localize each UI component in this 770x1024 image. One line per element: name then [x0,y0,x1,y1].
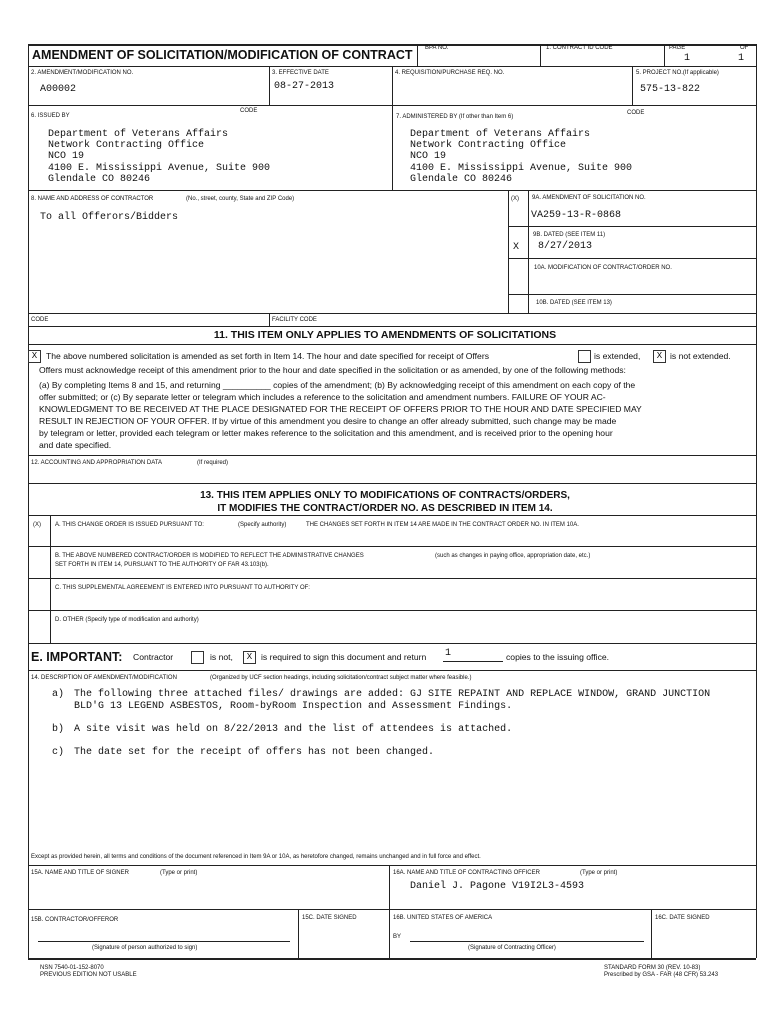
item-11-para-line: offer submitted; or (c) By separate letter or telegram which includes a reference to the solicitation and amendment numbers. FAILURE OF YOUR AC- [39,392,606,402]
project-no-value: 575-13-822 [640,84,701,95]
row-divider [28,865,756,866]
contractor-name-label: 8. NAME AND ADDRESS OF CONTRACTOR [31,196,154,202]
item-14a-line1: The following three attached files/ drawings are added: GJ SITE REPAINT AND REPLACE WINDOW, GRAND JUNCTION [74,689,711,700]
item-9b-label: 9B. DATED (SEE ITEM 11) [533,232,606,238]
issued-code-label: CODE [240,108,258,114]
item-9a-value: VA259-13-R-0868 [531,210,622,221]
item-10a-label: 10A. MODIFICATION OF CONTRACT/ORDER NO. [534,265,672,271]
is-not-label: is not, [210,652,233,662]
row-divider [28,515,756,516]
row-divider [28,313,756,314]
requisition-label: 4. REQUISITION/PURCHASE REQ. NO. [395,70,505,76]
item-12-hint: (If required) [197,460,229,466]
contract-id-label: 1. CONTRACT ID CODE [546,45,613,51]
standard-form-id: STANDARD FORM 30 (REV. 10-83) [604,965,701,971]
row-divider [508,226,756,227]
row-divider [28,546,756,547]
of-label: OF [740,45,749,51]
previous-edition-note: PREVIOUS EDITION NOT USABLE [40,972,137,978]
item-15c-label: 15C. DATE SIGNED [302,915,357,921]
important-contractor: Contractor [133,652,174,662]
is-extended-label: is extended, [594,351,641,361]
prescribed-by: Prescribed by GSA - FAR (48 CFR) 53.243 [604,972,719,978]
row-divider [28,190,756,191]
item-11-para-line: KNOWLEDGMENT TO BE RECEIVED AT THE PLACE DESIGNATED FOR THE RECEIPT OF OFFERS PRIOR TO THE HOUR AND DATE SPECIFIED MAY [39,404,642,414]
row-divider [508,258,756,259]
effective-date-label: 3. EFFECTIVE DATE [272,70,329,76]
col-divider [508,190,509,313]
address-line: Network Contracting Office [410,140,567,152]
item-12-label: 12. ACCOUNTING AND APPROPRIATION DATA [31,460,163,466]
amendment-no-value: A00002 [40,84,77,95]
col-divider [392,105,393,190]
item-13-x-label: (X) [33,522,41,528]
row-divider [28,344,756,345]
is-required-label: is required to sign this document and return [261,652,427,662]
row-divider [28,483,756,484]
address-line: 4100 E. Mississippi Avenue, Suite 900 [410,162,633,174]
page-count: 1 [738,53,745,64]
copies-underline [443,661,503,662]
col-divider [417,44,418,66]
item-9a-label: 9A. AMENDMENT OF SOLICITATION NO. [532,195,646,201]
amendment-no-label: 2. AMENDMENT/MODIFICATION NO. [31,70,134,76]
contractor-signature-caption: (Signature of person authorized to sign) [92,945,198,951]
address-line: Glendale CO 80246 [48,173,151,185]
row-divider [28,670,756,671]
col-divider [632,66,633,105]
effective-date-value: 08-27-2013 [274,81,335,92]
issued-by-address [48,129,270,185]
important-label: E. IMPORTANT: [31,650,123,664]
form-title: AMENDMENT OF SOLICITATION/MODIFICATION OF CONTRACT [32,48,413,62]
col-divider [528,190,529,313]
except-statement: Except as provided herein, all terms and conditions of the document referenced in Item 9A or 10A, as heretofore changed, remains unchanged and in full force and effect. [31,854,481,860]
item-11-para-line: by telegram or letter, provided each telegram or letter makes reference to the solicitation and this amendment, and is received prior to the opening hour [39,428,613,438]
item-10b-label: 10B. DATED (SEE ITEM 13) [536,300,612,306]
address-line: Network Contracting Office [48,140,205,152]
address-line: NCO 19 [48,151,85,163]
item-14c-line: The date set for the receipt of offers has not been changed. [74,747,435,758]
form-bottom-border [28,958,756,960]
item-14a-line2: BLD'G 13 LEGEND ASBESTOS, Room-byRoom Inspection and Assessment Findings. [74,701,513,712]
item-11-methods [39,379,642,451]
row-divider [28,643,756,644]
item-13c-label: C. THIS SUPPLEMENTAL AGREEMENT IS ENTERED INTO PURSUANT TO AUTHORITY OF: [55,585,310,591]
item-13-heading-2: IT MODIFIES THE CONTRACT/ORDER NO. AS DESCRIBED IN ITEM 14. [217,503,553,514]
contractor-name-hint: (No., street, county, State and ZIP Code) [186,196,295,202]
x-column-label: (X) [511,196,519,202]
not-extended-checkbox[interactable]: X [653,350,666,363]
item-16a-label: 16A. NAME AND TITLE OF CONTRACTING OFFICER [393,870,540,876]
item-11-para-line: (a) By completing Items 8 and 15, and returning __________ copies of the amendment; (b) By acknowledging receipt of this amendment on each copy of the [39,380,636,390]
item-15a-hint: (Type or print) [160,870,198,876]
contractor-code-label: CODE [31,317,49,323]
item-16b-label: 16B. UNITED STATES OF AMERICA [393,915,493,921]
col-divider [298,909,299,958]
facility-code-label: FACILITY CODE [272,317,317,323]
row-divider [508,294,756,295]
issued-by-label: 6. ISSUED BY [31,113,70,119]
item-11-para-line: and date specified. [39,440,112,450]
officer-signature-line[interactable] [410,941,644,942]
item-14c-marker: c) [52,747,65,758]
form-top-border [28,44,756,46]
item-11-heading: 11. THIS ITEM ONLY APPLIES TO AMENDMENTS OF SOLICITATIONS [213,329,557,341]
item-14b-marker: b) [52,724,65,735]
item-15a-label: 15A. NAME AND TITLE OF SIGNER [31,870,129,876]
item-14-hint: (Organized by UCF section headings, including solicitation/contract subject matter where feasible.) [210,675,472,681]
nsn-number: NSN 7540-01-152-8070 [40,965,104,971]
col-divider [269,313,270,326]
copies-rest: copies to the issuing office. [506,652,610,662]
contractor-name-value: To all Offerors/Bidders [40,212,179,223]
item-9b-mark: X [513,242,520,253]
row-divider [28,326,756,327]
address-line: NCO 19 [410,151,447,163]
item-13-heading-1: 13. THIS ITEM APPLIES ONLY TO MODIFICATIONS OF CONTRACTS/ORDERS, [200,490,570,501]
item-11-line2: Offers must acknowledge receipt of this amendment prior to the hour and date specified in the solicitation or as amended, by one of the following methods: [39,365,626,375]
item-13a-label: A. THIS CHANGE ORDER IS ISSUED PURSUANT TO: [55,522,204,528]
solicitation-amended-checkbox[interactable]: X [28,350,41,363]
administered-code-label: CODE [627,110,645,116]
is-required-checkbox[interactable]: X [243,651,256,664]
address-line: 4100 E. Mississippi Avenue, Suite 900 [48,162,271,174]
col-divider [651,909,652,958]
copies-value: 1 [445,648,452,659]
item-13b-hint: (such as changes in paying office, appropriation date, etc.) [435,553,591,559]
is-extended-checkbox[interactable] [578,350,591,363]
item-14-label: 14. DESCRIPTION OF AMENDMENT/MODIFICATION [31,675,177,681]
col-divider [664,44,665,66]
col-divider [540,44,541,66]
item-13d-label: D. OTHER (Specify type of modification and authority) [55,617,199,623]
row-divider [28,578,756,579]
address-line: Department of Veterans Affairs [410,129,591,140]
item-16a-hint: (Type or print) [580,870,618,876]
row-divider [28,610,756,611]
address-line: Department of Veterans Affairs [48,129,229,140]
item-15b-label: 15B. CONTRACTOR/OFFEROR [31,917,119,923]
item-13b-line2: SET FORTH IN ITEM 14, PURSUANT TO THE AUTHORITY OF FAR 43.103(b). [55,562,269,568]
item-14a-marker: a) [52,689,65,700]
address-line: Glendale CO 80246 [410,173,513,185]
page-label: PAGE [669,45,686,51]
administered-by-address [410,129,632,185]
row-divider [28,909,756,910]
item-13a-rest: THE CHANGES SET FORTH IN ITEM 14 ARE MADE IN THE CONTRACT ORDER NO. IN ITEM 10A. [306,522,579,528]
project-no-label: 5. PROJECT NO.(If applicable) [636,70,719,76]
contractor-signature-line[interactable] [38,941,290,942]
officer-signature-caption: (Signature of Contracting Officer) [468,945,556,951]
item-13b-label: B. THE ABOVE NUMBERED CONTRACT/ORDER IS MODIFIED TO REFLECT THE ADMINISTRATIVE CHANGES [55,553,364,559]
item-16c-label: 16C. DATE SIGNED [655,915,710,921]
administered-by-label: 7. ADMINISTERED BY (If other than Item 6) [396,114,514,120]
item-13a-hint: (Specify authority) [238,522,287,528]
by-label: BY [393,934,402,940]
not-extended-label: is not extended. [670,351,731,361]
page-number: 1 [684,53,691,64]
col-divider [389,865,390,958]
col-divider [392,66,393,105]
item-11-line1: The above numbered solicitation is amended as set forth in Item 14. The hour and date specified for receipt of Offers [46,351,489,361]
is-not-checkbox[interactable] [191,651,204,664]
item-9b-value: 8/27/2013 [538,241,593,252]
col-divider [269,66,270,105]
item-16a-value: Daniel J. Pagone V19I2L3-4593 [410,881,585,892]
item-14b-line: A site visit was held on 8/22/2013 and the list of attendees is attached. [74,724,513,735]
item-11-para-line: RESULT IN REJECTION OF YOUR OFFER. If by virtue of this amendment you desire to change an offer already submitted, such change may be made [39,416,617,426]
bpa-label: BPA NO. [425,45,449,51]
row-divider [28,455,756,456]
col-divider [50,515,51,643]
